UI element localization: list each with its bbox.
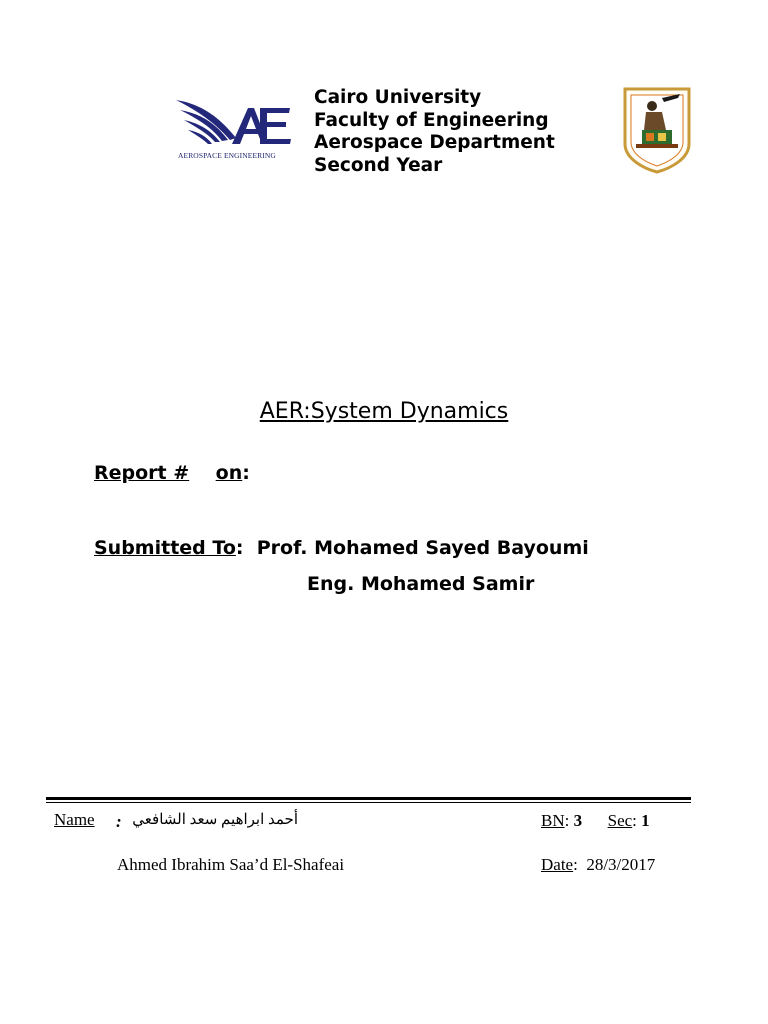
recipient-engineer: Eng. Mohamed Samir — [307, 573, 535, 595]
separator-thin — [46, 802, 691, 803]
faculty-name: Faculty of Engineering — [314, 109, 549, 131]
sec-label: Sec — [607, 811, 633, 830]
bn-value: 3 — [573, 811, 583, 830]
bn-sec-line: BN: 3 Sec: 1 — [541, 811, 650, 830]
course-title: AER:System Dynamics — [259, 399, 509, 424]
date-line: Date: 28/3/2017 — [541, 855, 656, 874]
report-on: on — [215, 462, 243, 484]
separator-thick — [46, 797, 691, 800]
name-label: Name — [54, 810, 95, 829]
date-label: Date — [541, 855, 574, 874]
cairo-university-crest — [622, 86, 692, 174]
report-colon: : — [242, 462, 250, 484]
logo-caption: AEROSPACE ENGINEERING — [178, 151, 276, 160]
date-value: 28/3/2017 — [586, 855, 656, 874]
submitted-colon: : — [235, 537, 244, 559]
report-line — [94, 462, 250, 484]
arabic-name: أحمد ابراهيم سعد الشافعي — [132, 812, 298, 828]
submitted-to-line — [94, 537, 589, 559]
name-colon: : — [116, 812, 122, 831]
university-name: Cairo University — [314, 87, 482, 108]
bn-label: BN — [541, 811, 565, 830]
english-name: Ahmed Ibrahim Saa’d El-Shafeai — [117, 855, 345, 874]
year-label: Second Year — [314, 154, 443, 176]
department-name: Aerospace Department — [314, 132, 555, 154]
recipient-professor: Prof. Mohamed Sayed Bayoumi — [256, 537, 589, 559]
institution-header — [314, 87, 555, 177]
report-label: Report # — [94, 462, 190, 484]
ae-wing-emblem — [172, 94, 298, 154]
submitted-to-label: Submitted To — [94, 537, 236, 559]
sec-value: 1 — [641, 811, 650, 830]
aerospace-engineering-logo — [172, 94, 298, 164]
